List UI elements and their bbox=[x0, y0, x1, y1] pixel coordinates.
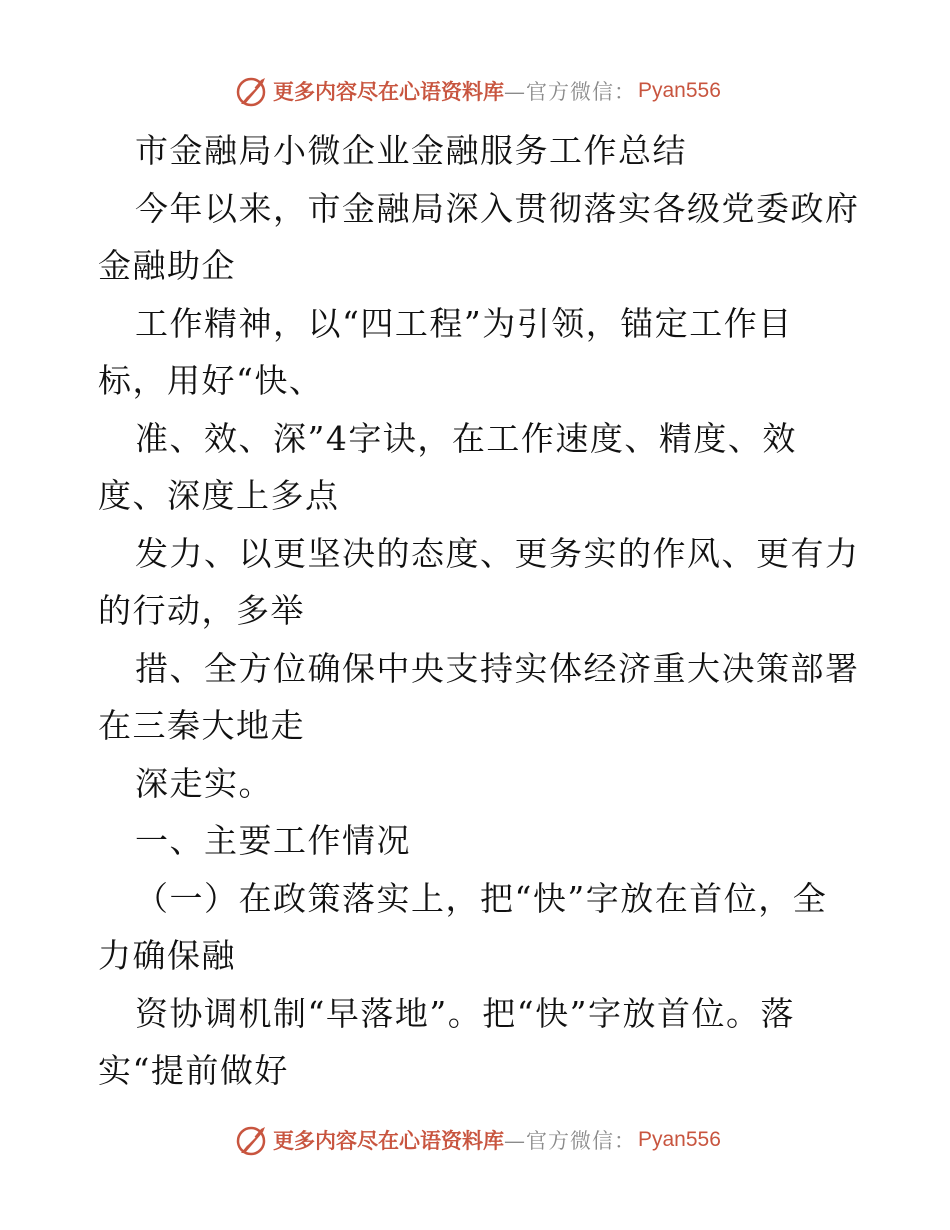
paragraph-line: 的行动，多举 bbox=[98, 591, 305, 630]
paragraph-line: 工作精神，以“四工程”为引领，锚定工作目 bbox=[135, 303, 793, 343]
paragraph-line: 度、深度上多点 bbox=[98, 476, 340, 515]
paragraph-line: 措、全方位确保中央支持实体经济重大决策部署 bbox=[135, 648, 860, 688]
paragraph-line: 力确保融 bbox=[98, 936, 236, 975]
paragraph-line: 深走实。 bbox=[135, 763, 273, 803]
section-heading: 一、主要工作情况 bbox=[135, 821, 411, 860]
watermark-wechat-id: Pyan556 bbox=[638, 79, 721, 102]
paragraph-line: 准、效、深”4字诀，在工作速度、精度、效 bbox=[135, 418, 797, 458]
footer-watermark bbox=[235, 1123, 721, 1157]
watermark-brand-text: 更多内容尽在心语资料库 bbox=[273, 79, 504, 104]
quill-pen-seal-icon bbox=[235, 1123, 269, 1157]
paragraph-line: 实“提前做好 bbox=[98, 1051, 289, 1090]
paragraph-line: 资协调机制“早落地”。把“快”字放首位。落 bbox=[135, 993, 795, 1033]
watermark-separator-text: —官方微信： bbox=[504, 1129, 636, 1153]
paragraph-line: 在三秦大地走 bbox=[98, 706, 305, 745]
watermark-wechat-id: Pyan556 bbox=[638, 1128, 721, 1151]
document-title: 市金融局小微企业金融服务工作总结 bbox=[135, 131, 687, 170]
watermark-brand-text: 更多内容尽在心语资料库 bbox=[273, 1128, 504, 1153]
quill-pen-seal-icon bbox=[235, 74, 269, 108]
header-watermark bbox=[235, 74, 721, 108]
paragraph-line: 今年以来，市金融局深入贯彻落实各级党委政府 bbox=[135, 188, 860, 228]
paragraph-line: 标，用好“快、 bbox=[98, 361, 324, 400]
paragraph-line: 发力、以更坚决的态度、更务实的作风、更有力 bbox=[135, 533, 860, 573]
paragraph-line: 金融助企 bbox=[98, 246, 236, 285]
watermark-separator-text: —官方微信： bbox=[504, 80, 636, 104]
document-body bbox=[98, 122, 858, 1100]
subsection-line: （一）在政策落实上，把“快”字放在首位，全 bbox=[135, 878, 828, 918]
